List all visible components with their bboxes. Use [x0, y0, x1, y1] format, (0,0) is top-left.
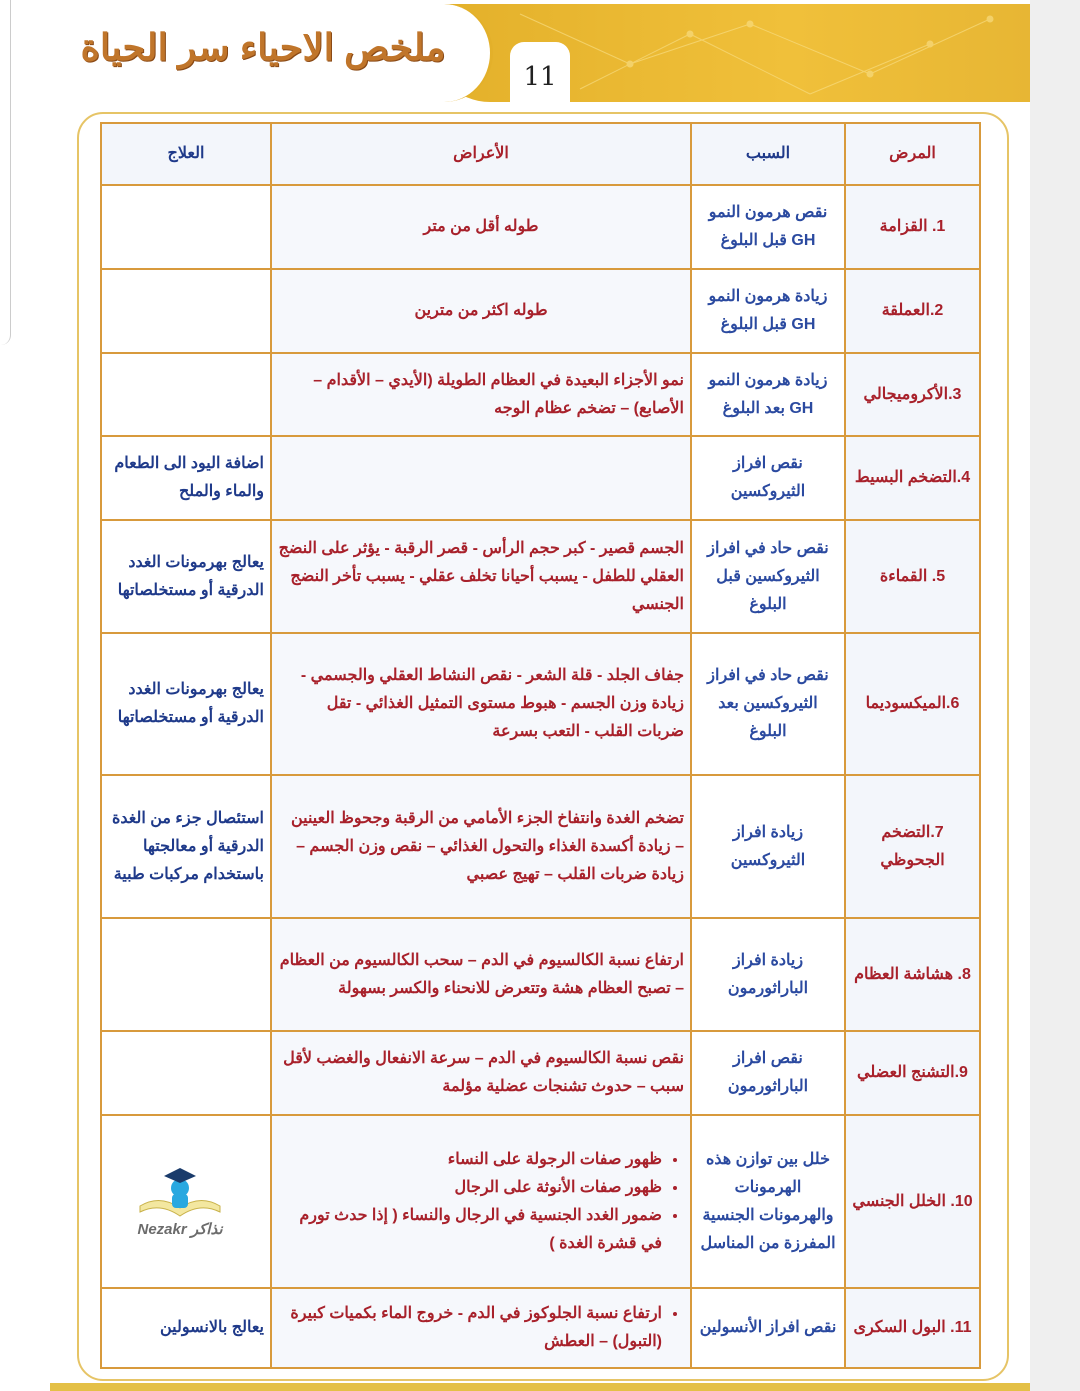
cause-cell: خلل بين توازن هذه الهرمونات والهرمونات الجنسية المفرزة من المناسل [691, 1115, 845, 1288]
cause-cell: نقص حاد في افراز الثيروكسين بعد البلوغ [691, 633, 845, 775]
disease-cell: 10. الخلل الجنسي [845, 1115, 980, 1288]
disease-cell: 5. القماءة [845, 520, 980, 633]
table-header-row [101, 123, 980, 185]
header-cause: السبب [691, 123, 845, 185]
treatment-cell: اضافة اليود الى الطعام والماء والملح [101, 436, 271, 520]
page-title: ملخص الاحياء سر الحياة [80, 27, 446, 68]
symptom-item: • ارتفاع نسبة الجلوكوز في الدم - خروج الماء بكميات كبيرة (التبول) – العطش [278, 1300, 662, 1356]
symptoms-list [278, 1146, 684, 1258]
cause-cell: نقص افراز الباراثورمون [691, 1031, 845, 1115]
symptoms-cell [271, 1115, 691, 1288]
symptoms-cell: الجسم قصير - كبر حجم الرأس - قصر الرقبة - يؤثر على النضج العقلي للطفل - يسبب أحيانا تخلف عقلي - يسبب تأخر النضج الجنسي [271, 520, 691, 633]
disease-cell: 6.الميكسوديما [845, 633, 980, 775]
table-row [101, 520, 980, 633]
symptom-item: • ظهور صفات الأنوثة على الرجال [278, 1174, 662, 1202]
disease-cell: 4.التضخم البسيط [845, 436, 980, 520]
symptoms-list [278, 1300, 684, 1356]
header-treatment: العلاج [101, 123, 271, 185]
symptoms-cell: جفاف الجلد - قلة الشعر - نقص النشاط العقلي والجسمي - زيادة وزن الجسم - هبوط مستوى التمثيل الغذائي - تقل ضربات القلب - التعب بسرعة [271, 633, 691, 775]
table-row [101, 918, 980, 1031]
cause-cell: نقص افراز الأنسولين [691, 1288, 845, 1368]
table-row [101, 436, 980, 520]
table-row [101, 1031, 980, 1115]
treatment-cell: يعالج بهرمونات الغدد الدرقية أو مستخلصاتها [101, 520, 271, 633]
symptoms-cell: نمو الأجزاء البعيدة في العظام الطويلة (الأيدي – الأقدام – الأصابع) – تضخم عظام الوجه [271, 353, 691, 436]
treatment-cell [101, 269, 271, 353]
cause-cell: نقص هرمون النمو GH قبل البلوغ [691, 185, 845, 269]
treatment-cell [101, 918, 271, 1031]
header-symptoms: الأعراض [271, 123, 691, 185]
disease-cell: 3.الأكروميجالي [845, 353, 980, 436]
diseases-table [100, 122, 981, 1369]
header-disease: المرض [845, 123, 980, 185]
cause-cell: زيادة افراز الباراثورمون [691, 918, 845, 1031]
symptoms-cell: ارتفاع نسبة الكالسيوم في الدم – سحب الكالسيوم من العظام – تصبح العظام هشة وتتعرض للانحناء والكسر بسهولة [271, 918, 691, 1031]
table-row [101, 353, 980, 436]
table-row [101, 185, 980, 269]
treatment-cell: استئصال جزء من الغدة الدرقية أو معالجتها باستخدام مركبات طبية [101, 775, 271, 918]
page-edge [0, 0, 11, 345]
table-row [101, 1288, 980, 1368]
symptom-item: • ظهور صفات الرجولة على النساء [278, 1146, 662, 1174]
table-row [101, 1115, 980, 1288]
symptom-item: • ضمور الغدد الجنسية في الرجال والنساء ( إذا حدث تورم في قشرة الغدة ) [278, 1202, 662, 1258]
table-row [101, 775, 980, 918]
table-row [101, 269, 980, 353]
book-graduate-icon [130, 1156, 230, 1220]
watermark-text: Nezakr نذاكر [137, 1220, 223, 1238]
treatment-cell: يعالج بالانسولين [101, 1288, 271, 1368]
treatment-cell [101, 1031, 271, 1115]
disease-cell: 11. البول السكرى [845, 1288, 980, 1368]
table-row [101, 633, 980, 775]
disease-cell: 2.العملقة [845, 269, 980, 353]
page-number: 11 [510, 42, 570, 104]
symptoms-cell: نقص نسبة الكالسيوم في الدم – سرعة الانفعال والغضب لأقل سبب – حدوث تشنجات عضلية مؤلمة [271, 1031, 691, 1115]
symptoms-cell: طوله أقل من متر [271, 185, 691, 269]
disease-cell: 8. هشاشة العظام [845, 918, 980, 1031]
symptoms-cell [271, 436, 691, 520]
symptoms-cell [271, 1288, 691, 1368]
symptoms-cell: تضخم الغدة وانتفاخ الجزء الأمامي من الرقبة وجحوظ العينين – زيادة أكسدة الغذاء والتحول الغذائي – نقص وزن الجسم – زيادة ضربات القلب – تهيج عصبي [271, 775, 691, 918]
cause-cell: زيادة هرمون النمو GH قبل البلوغ [691, 269, 845, 353]
cause-cell: نقص حاد في افراز الثيروكسين قبل البلوغ [691, 520, 845, 633]
watermark-logo [130, 1156, 230, 1246]
symptoms-cell: طوله اكثر من مترين [271, 269, 691, 353]
treatment-cell [101, 353, 271, 436]
cause-cell: زيادة هرمون النمو GH بعد البلوغ [691, 353, 845, 436]
bottom-bar [50, 1383, 1030, 1391]
cause-cell: زيادة افراز الثيروكسين [691, 775, 845, 918]
disease-cell: 7.التضخم الجحوظي [845, 775, 980, 918]
margin [1030, 0, 1080, 1391]
treatment-cell: يعالج بهرمونات الغدد الدرقية أو مستخلصاتها [101, 633, 271, 775]
disease-cell: 1. القزامة [845, 185, 980, 269]
cause-cell: نقص افراز الثيروكسين [691, 436, 845, 520]
disease-cell: 9.التشنج العضلي [845, 1031, 980, 1115]
treatment-cell [101, 185, 271, 269]
